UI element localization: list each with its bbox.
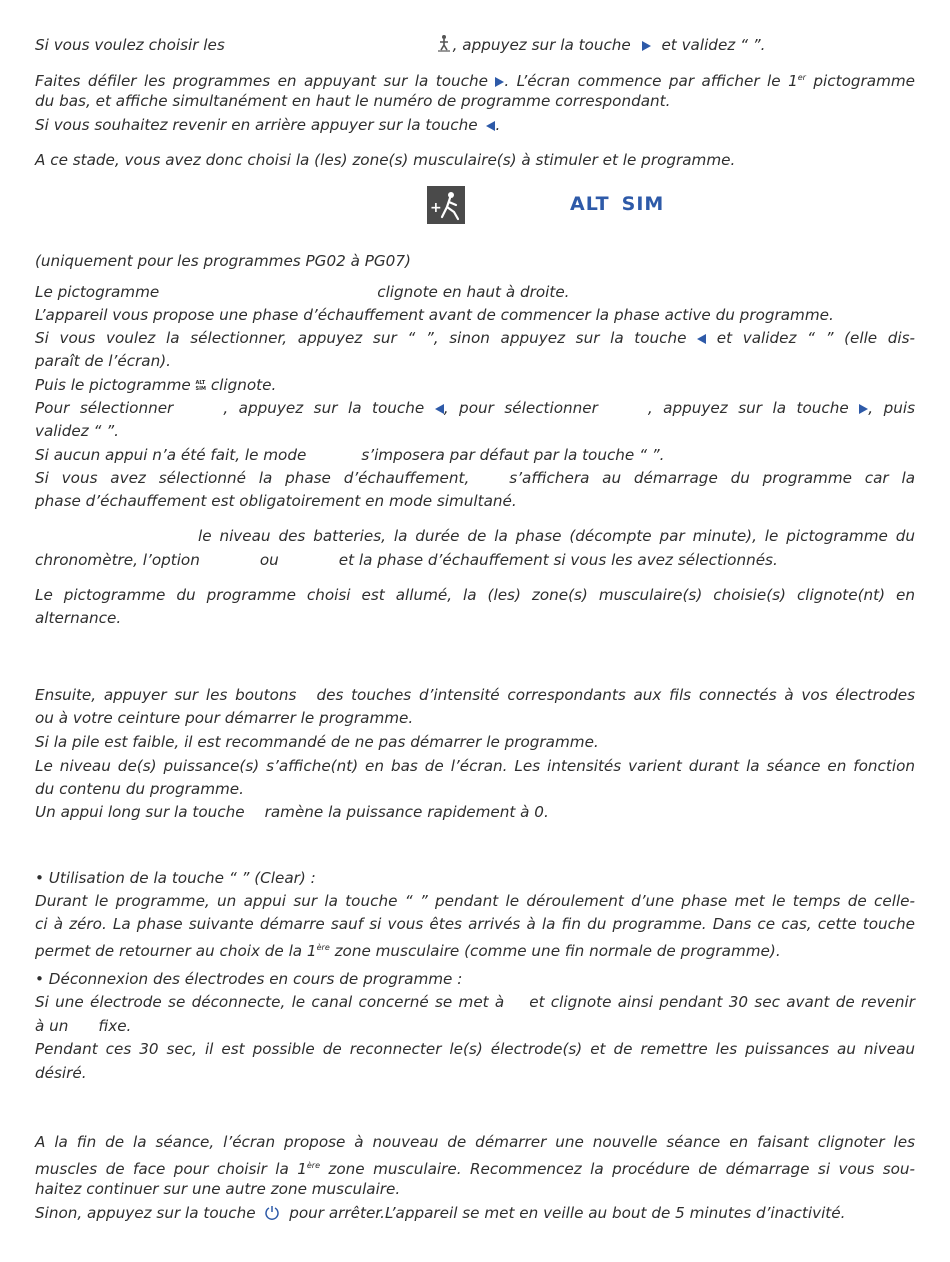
text-span: ou bbox=[259, 551, 279, 569]
text-span: Faites défiler les programmes en appuyant sur la touche bbox=[35, 72, 488, 90]
text-span: ère bbox=[316, 943, 330, 952]
left-arrow-icon bbox=[435, 404, 444, 414]
right-arrow-icon bbox=[642, 41, 651, 51]
text-span: Un appui long sur la touche bbox=[35, 803, 245, 821]
text-span: Pendant ces 30 sec, il est possible de reconnecter le(s) électrode(s) et de remettre les puissances au niveau bbox=[35, 1040, 915, 1058]
text-span: s’affichera au démarrage du programme car la bbox=[509, 469, 915, 487]
text-line bbox=[35, 92, 915, 110]
text-span: er bbox=[797, 73, 806, 82]
alt-sim-labels bbox=[570, 193, 676, 215]
sim-label: SIM bbox=[621, 193, 665, 215]
text-span: Si vous voulez la sélectionner, appuyez sur “ ”, sinon appuyez sur la touche bbox=[35, 329, 687, 347]
text-span: . L’écran commence par afficher le 1 bbox=[504, 72, 798, 90]
text-line bbox=[35, 709, 915, 727]
text-line bbox=[35, 1180, 915, 1198]
text-span: clignote. bbox=[210, 376, 277, 394]
text-span: , puis bbox=[868, 399, 915, 417]
text-line bbox=[35, 803, 915, 821]
text-span: Si vous avez sélectionné la phase d’échauffement, bbox=[35, 469, 470, 487]
warmup-icon-label: + bbox=[430, 200, 442, 216]
power-icon bbox=[264, 1204, 280, 1220]
text-line bbox=[35, 1204, 915, 1222]
right-arrow-icon bbox=[859, 404, 868, 414]
text-span: désiré. bbox=[35, 1064, 87, 1082]
text-line-choose bbox=[35, 34, 915, 54]
text-span: L’appareil vous propose une phase d’échauffement avant de commencer la phase active du programme. bbox=[35, 306, 834, 324]
text-span: alternance. bbox=[35, 609, 122, 627]
text-span: ère bbox=[306, 1161, 320, 1170]
text-span: phase d’échauffement est obligatoirement en mode simultané. bbox=[35, 492, 517, 510]
text-span: permet de retourner au choix de la 1 bbox=[35, 942, 317, 960]
text-span: A la fin de la séance, l’écran propose à nouveau de démarrer une nouvelle séance en faisant clignoter les bbox=[35, 1133, 915, 1151]
text-span: A ce stade, vous avez donc choisi la (les) zone(s) musculaire(s) à stimuler et le programme. bbox=[35, 151, 736, 169]
text-line bbox=[35, 329, 915, 347]
alt-label: ALT bbox=[570, 193, 610, 215]
text-line bbox=[35, 609, 915, 627]
text-span: , appuyez sur la touche bbox=[647, 399, 849, 417]
text-span: muscles de face pour choisir la 1 bbox=[35, 1160, 307, 1178]
text-span: Si vous souhaitez revenir en arrière appuyer sur la touche bbox=[35, 116, 478, 134]
text-line bbox=[35, 915, 915, 933]
text-span: fixe. bbox=[98, 1017, 132, 1035]
text-span: Le niveau de(s) puissance(s) s’affiche(nt) en bas de l’écran. Les intensités varient durant la séance en fonction bbox=[35, 757, 915, 775]
text-line bbox=[35, 69, 915, 90]
text-span: , appuyez sur la touche bbox=[452, 36, 631, 54]
text-span: , appuyez sur la touche bbox=[223, 399, 425, 417]
text-line bbox=[35, 376, 915, 394]
text-span: • Utilisation de la touche “ ” (Clear) : bbox=[35, 869, 316, 887]
text-line bbox=[35, 586, 915, 604]
text-line bbox=[35, 352, 915, 370]
body-figure-icon bbox=[435, 34, 453, 52]
text-span: Si une électrode se déconnecte, le canal concerné se met à bbox=[35, 993, 505, 1011]
text-span: Si la pile est faible, il est recommandé de ne pas démarrer le programme. bbox=[35, 733, 599, 751]
text-span: validez “ ”. bbox=[35, 422, 119, 440]
text-span: (uniquement pour les programmes PG02 à PG07) bbox=[35, 252, 411, 270]
text-line bbox=[35, 869, 915, 887]
text-line bbox=[35, 780, 915, 798]
text-line bbox=[35, 1064, 915, 1082]
text-span: ramène la puissance rapidement à 0. bbox=[264, 803, 549, 821]
text-span: et validez “ ”. bbox=[661, 36, 766, 54]
left-arrow-icon bbox=[697, 334, 706, 344]
text-line bbox=[35, 733, 915, 751]
text-line bbox=[35, 686, 915, 704]
text-span: paraît de l’écran). bbox=[35, 352, 171, 370]
alt-sim-small-icon bbox=[196, 380, 206, 392]
text-line bbox=[35, 283, 915, 301]
text-span: chronomètre, l’option bbox=[35, 551, 200, 569]
text-line bbox=[35, 252, 915, 270]
text-line bbox=[35, 757, 915, 775]
text-line bbox=[35, 1157, 915, 1178]
text-span: • Déconnexion des électrodes en cours de programme : bbox=[35, 970, 463, 988]
text-line bbox=[35, 1133, 915, 1151]
text-span: s’imposera par défaut par la touche “ ”. bbox=[361, 446, 665, 464]
text-line bbox=[198, 527, 915, 545]
text-line bbox=[35, 446, 915, 464]
text-span: Si aucun appui n’a été fait, le mode bbox=[35, 446, 307, 464]
text-span: Pour sélectionner bbox=[35, 399, 174, 417]
text-span: Ensuite, appuyer sur les boutons bbox=[35, 686, 297, 704]
text-span: et la phase d’échauffement si vous les avez sélectionnés. bbox=[338, 551, 778, 569]
text-span: pour arrêter.L’appareil se met en veille au bout de 5 minutes d’inactivité. bbox=[289, 1204, 846, 1222]
text-span: le niveau des batteries, la durée de la phase (décompte par minute), le pictogramme du bbox=[198, 527, 915, 545]
text-line bbox=[35, 993, 915, 1011]
text-line bbox=[35, 151, 915, 169]
text-span: SIM bbox=[195, 386, 206, 392]
text-span: et validez “ ” (elle dis- bbox=[716, 329, 916, 347]
text-span: ci à zéro. La phase suivante démarre sauf si vous êtes arrivés à la fin du programme. Dans ce cas, cette touche bbox=[35, 915, 915, 933]
text-line bbox=[35, 492, 915, 510]
text-span: du contenu du programme. bbox=[35, 780, 244, 798]
text-span: Si vous voulez choisir les bbox=[35, 36, 225, 54]
text-span: zone musculaire. Recommencez la procédure de démarrage si vous sou- bbox=[320, 1160, 916, 1178]
text-span: Durant le programme, un appui sur la touche “ ” pendant le déroulement d’une phase met le temps de celle- bbox=[35, 892, 915, 910]
text-line bbox=[35, 422, 915, 440]
text-span: Puis le pictogramme bbox=[35, 376, 191, 394]
text-line bbox=[35, 970, 915, 988]
text-span: et clignote ainsi pendant 30 sec avant de revenir bbox=[529, 993, 915, 1011]
text-span: haitez continuer sur une autre zone musculaire. bbox=[35, 1180, 401, 1198]
text-line bbox=[35, 551, 915, 569]
text-span: zone musculaire (comme une fin normale de programme). bbox=[329, 942, 781, 960]
text-span: Sinon, appuyez sur la touche bbox=[35, 1204, 256, 1222]
text-span: du bas, et affiche simultanément en haut le numéro de programme correspondant. bbox=[35, 92, 671, 110]
text-line bbox=[35, 469, 915, 487]
text-span: Le pictogramme du programme choisi est allumé, la (les) zone(s) musculaire(s) choisie(s) clignote(nt) en bbox=[35, 586, 915, 604]
text-span: ALT bbox=[195, 380, 206, 386]
text-span: clignote en haut à droite. bbox=[377, 283, 570, 301]
text-span: à un bbox=[35, 1017, 69, 1035]
text-span: , pour sélectionner bbox=[443, 399, 598, 417]
text-span: des touches d’intensité correspondants aux fils connectés à vos électrodes bbox=[316, 686, 916, 704]
text-line bbox=[35, 939, 915, 960]
text-line bbox=[35, 1040, 915, 1058]
text-line bbox=[35, 116, 915, 134]
text-span: Le pictogramme bbox=[35, 283, 160, 301]
text-line bbox=[35, 892, 915, 910]
text-line bbox=[35, 306, 915, 324]
text-line bbox=[35, 1017, 915, 1035]
text-span: ou à votre ceinture pour démarrer le programme. bbox=[35, 709, 414, 727]
warmup-icon bbox=[427, 186, 465, 224]
text-line bbox=[35, 399, 915, 417]
text-span: . bbox=[495, 116, 501, 134]
text-span: pictogramme bbox=[805, 72, 916, 90]
